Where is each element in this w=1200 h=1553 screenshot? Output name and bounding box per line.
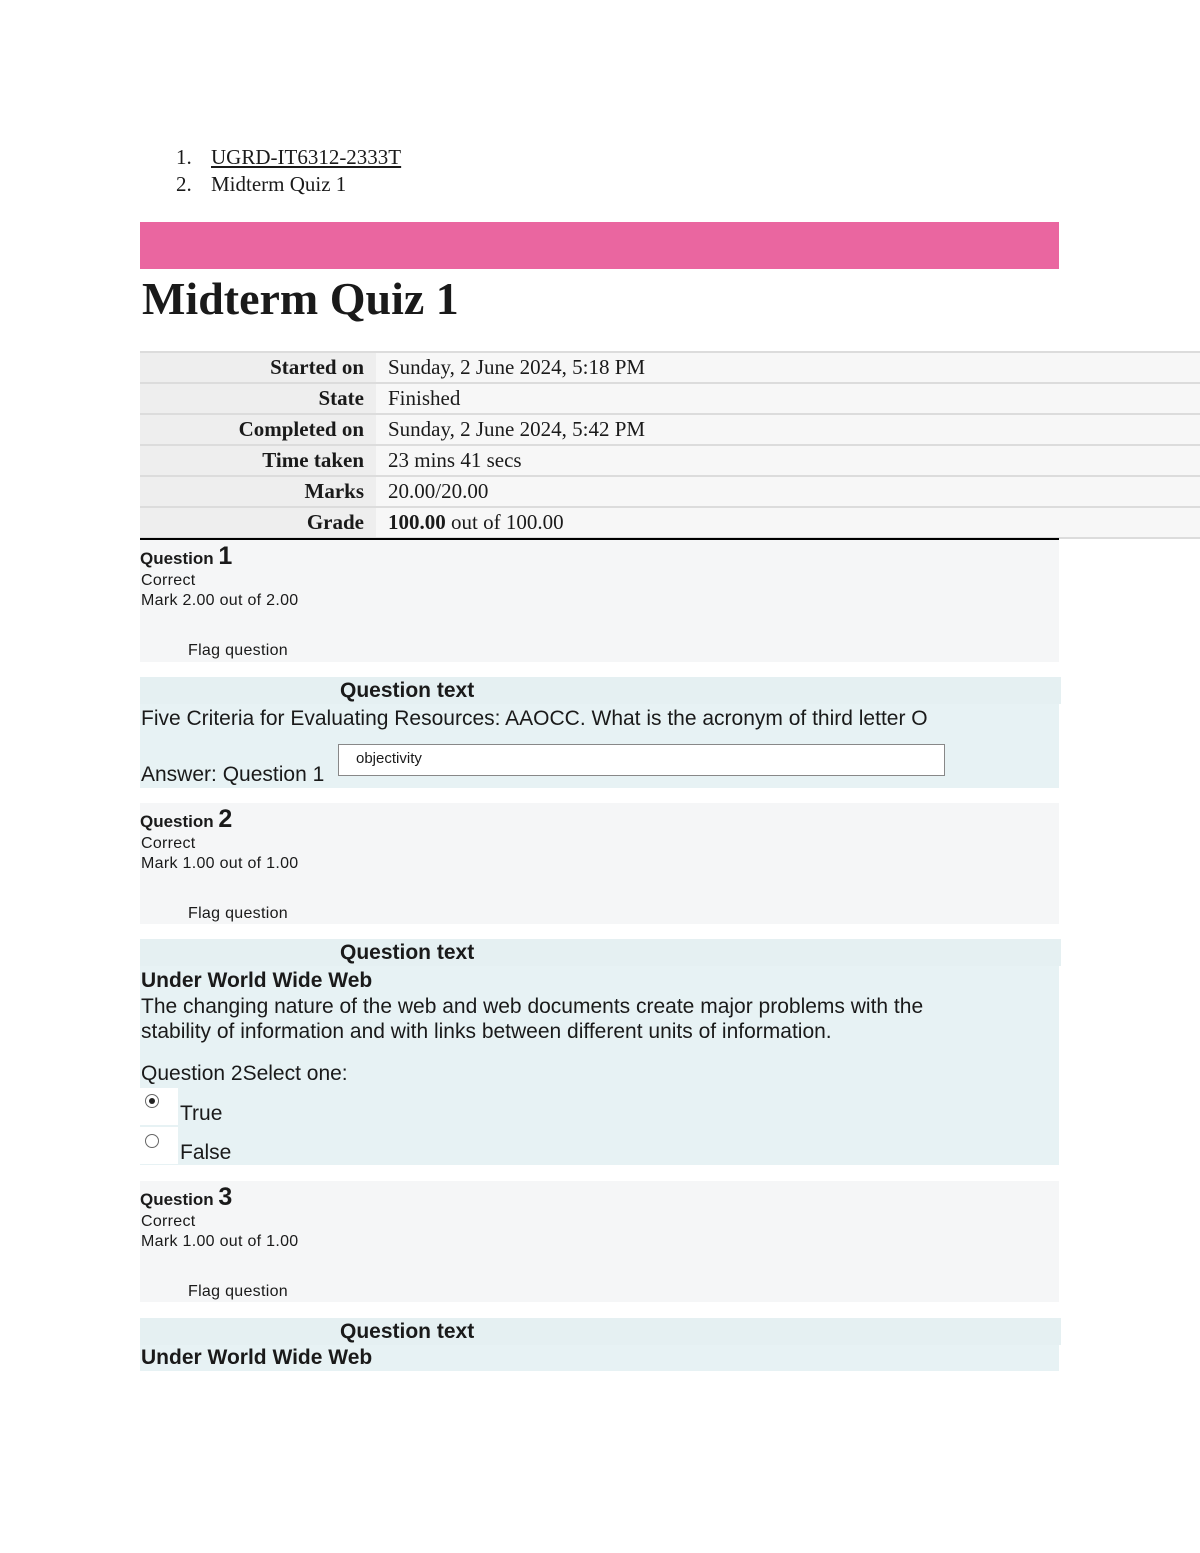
summary-value	[376, 507, 1200, 538]
breadcrumb-link-course[interactable]: UGRD-IT6312-2333T	[211, 145, 402, 169]
summary-value: 23 mins 41 secs	[376, 445, 1200, 476]
question-grade: Mark 1.00 out of 1.00	[141, 1233, 299, 1250]
select-one-label: Question 2Select one:	[141, 1062, 348, 1085]
option-label-false: False	[180, 1141, 232, 1164]
breadcrumb-item-quiz	[176, 171, 401, 198]
question-state: Correct	[141, 572, 196, 589]
grade-out-of: out of 100.00	[445, 510, 564, 534]
question-number: Question 3	[140, 1183, 233, 1211]
flag-question-button[interactable]: Flag question	[188, 642, 288, 659]
summary-row-state	[140, 383, 1200, 414]
question-1-info	[140, 540, 1059, 662]
answer-input[interactable]: objectivity	[338, 744, 945, 776]
option-label-true: True	[180, 1102, 223, 1125]
question-1-content	[140, 704, 1059, 788]
question-number: Question 2	[140, 805, 233, 833]
summary-row-time-taken	[140, 445, 1200, 476]
breadcrumb-number: 1.	[176, 145, 192, 169]
summary-row-grade	[140, 507, 1200, 538]
summary-row-marks	[140, 476, 1200, 507]
summary-label: Started on	[140, 352, 376, 383]
question-state: Correct	[141, 835, 196, 852]
question-number: Question 1	[140, 542, 233, 570]
question-subheading: Under World Wide Web	[141, 1346, 373, 1369]
summary-label: Completed on	[140, 414, 376, 445]
grade-value: 100.00	[388, 510, 446, 534]
question-state: Correct	[141, 1213, 196, 1230]
summary-value: Finished	[376, 383, 1200, 414]
radio-true[interactable]	[145, 1094, 159, 1108]
question-3-content	[140, 1345, 1059, 1371]
question-subheading: Under World Wide Web	[141, 969, 373, 992]
question-grade: Mark 2.00 out of 2.00	[141, 592, 299, 609]
flag-question-button[interactable]: Flag question	[188, 905, 288, 922]
summary-row-started	[140, 352, 1200, 383]
question-prompt-line-1: The changing nature of the web and web documents create major problems with the	[141, 995, 924, 1018]
summary-value: 20.00/20.00	[376, 476, 1200, 507]
question-2-content	[140, 966, 1059, 1165]
breadcrumb-number: 2.	[176, 172, 192, 196]
breadcrumb	[176, 144, 401, 198]
page-title: Midterm Quiz 1	[142, 273, 459, 324]
summary-row-completed	[140, 414, 1200, 445]
radio-false[interactable]	[145, 1134, 159, 1148]
question-3-info	[140, 1181, 1059, 1302]
question-prompt: Five Criteria for Evaluating Resources: AAOCC. What is the acronym of third letter O	[141, 707, 928, 730]
question-2-info	[140, 803, 1059, 924]
flag-question-button[interactable]: Flag question	[188, 1283, 288, 1300]
breadcrumb-item-course	[176, 144, 401, 171]
attempt-summary-table	[140, 351, 1200, 539]
summary-label: Marks	[140, 476, 376, 507]
summary-label: State	[140, 383, 376, 414]
question-1-text-heading: Question text	[140, 677, 1061, 704]
summary-label: Grade	[140, 507, 376, 538]
summary-value: Sunday, 2 June 2024, 5:42 PM	[376, 414, 1200, 445]
option-cell	[140, 1088, 178, 1125]
answer-label: Answer: Question 1	[141, 763, 325, 786]
question-3-text-heading: Question text	[140, 1318, 1061, 1345]
question-2-text-heading: Question text	[140, 939, 1061, 966]
summary-label: Time taken	[140, 445, 376, 476]
header-banner	[140, 222, 1059, 269]
summary-value: Sunday, 2 June 2024, 5:18 PM	[376, 352, 1200, 383]
question-grade: Mark 1.00 out of 1.00	[141, 855, 299, 872]
question-prompt-line-2: stability of information and with links between different units of information.	[141, 1020, 832, 1043]
breadcrumb-current: Midterm Quiz 1	[211, 172, 347, 196]
